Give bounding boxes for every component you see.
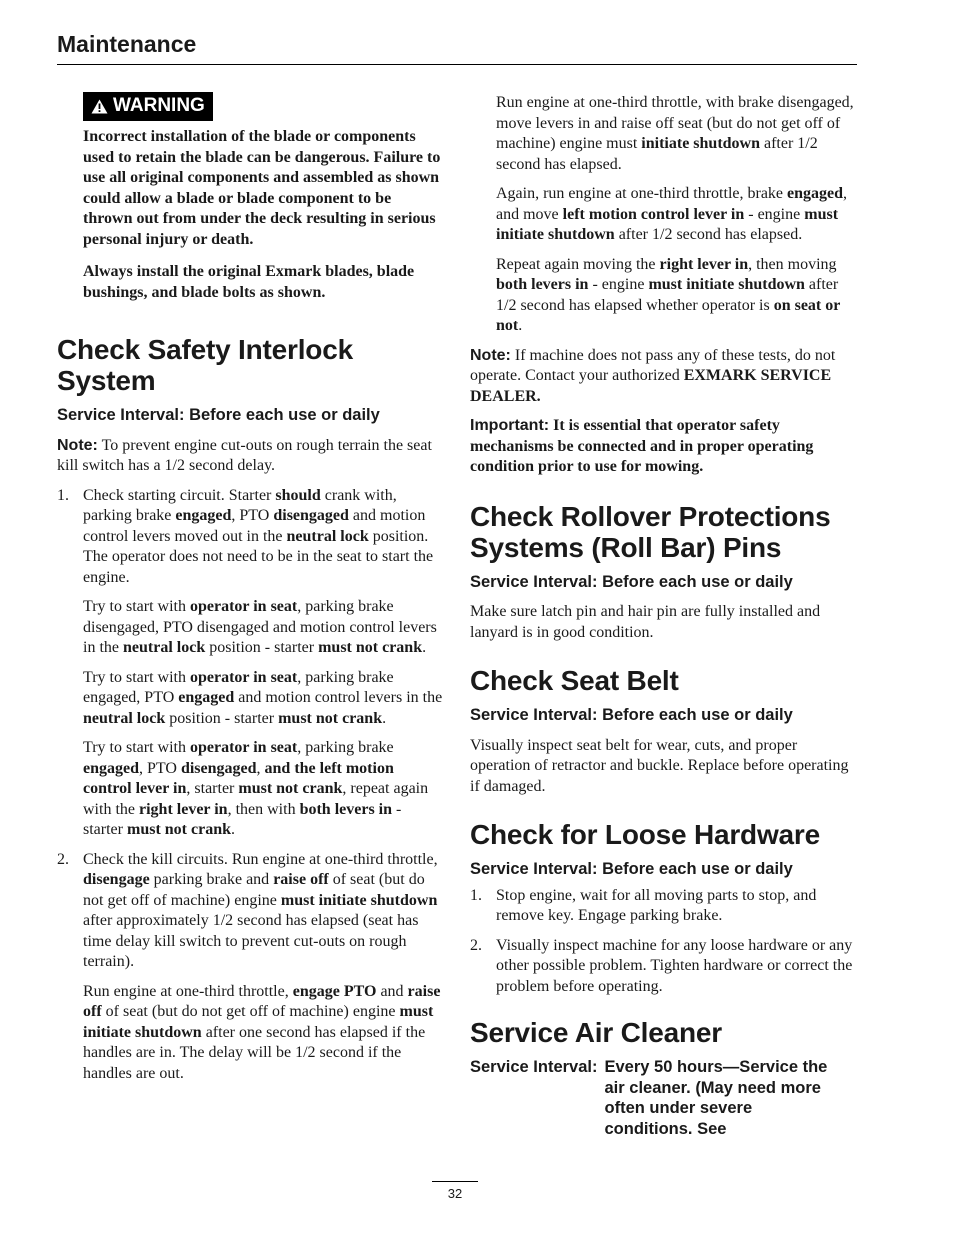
right-column <box>470 93 858 1149</box>
important-note: Important: It is essential that operator safety mechanisms be connected and in proper operating condition prior to use for mowing. <box>470 417 814 475</box>
interlock-service-interval: Service Interval: Before each use or daily <box>57 406 380 424</box>
dealer-note: Note: If machine does not pass any of these tests, do not operate. Contact your authorized EXMARK SERVICE DEALER. <box>470 346 836 405</box>
list-item: 2. Check the kill circuits. Run engine at one-third throttle, disengage parking brake and raise off of seat (but do not get off of machine) engine must initiate shutdown after approximately 1/2 second has elapsed (seat has time delay kill switch to prevent cut-outs on rough terrain). Run engine at one-third throttle, engage PTO and raise off of seat (but do not get off of machine) engine must initiate shutdown after one second has elapsed if the handles are in. The delay will be 1/2 second if the handles are out. <box>57 850 441 1082</box>
warning-box <box>83 92 444 303</box>
service-interval-text: Every 50 hours—Service the air cleaner. (May need more often under severe conditions. See <box>604 1058 828 1138</box>
list-item: 1. Stop engine, wait for all moving parts to stop, and remove key. Engage parking brake. <box>470 886 817 924</box>
rollover-text: Make sure latch pin and hair pin are fully installed and lanyard is in good condition. <box>470 603 821 641</box>
note-text: To prevent engine cut-outs on rough terrain the seat kill switch has a 1/2 second delay. <box>57 436 432 474</box>
service-interval-label: Service Interval: <box>470 1058 598 1076</box>
hardware-service-interval: Service Interval: Before each use or daily <box>470 860 793 878</box>
warning-triangle-icon <box>91 99 108 114</box>
kill-circuit-continued: Run engine at one-third throttle, with brake disengaged, move levers in and raise off seat (but do not get off of machine) engine must initiate shutdown after 1/2 second has elapsed. Again, run engine at one-third throttle, brake engaged, and move left motion control lever in - engine must initiate shutdown after 1/2 second has elapsed. Repeat again moving the right lever in, then moving both levers in - engine must initiate shutdown after 1/2 second has elapsed whether operator is on seat or not. <box>496 94 854 334</box>
page-number: 32 <box>432 1181 478 1202</box>
interlock-note <box>57 436 444 477</box>
rollover-service-interval: Service Interval: Before each use or daily <box>470 572 793 591</box>
header-rule <box>57 64 857 65</box>
interlock-heading: Check Safety Interlock System <box>57 334 353 396</box>
warning-badge <box>83 92 213 121</box>
aircleaner-service-interval <box>470 1057 858 1139</box>
hardware-heading: Check for Loose Hardware <box>470 819 820 850</box>
seatbelt-heading: Check Seat Belt <box>470 665 679 696</box>
aircleaner-heading: Service Air Cleaner <box>470 1017 722 1048</box>
warning-label: WARNING <box>113 95 205 116</box>
warning-text-blades: Always install the original Exmark blades, blade bushings, and blade bolts as shown. <box>83 263 415 301</box>
seatbelt-service-interval: Service Interval: Before each use or daily <box>470 706 793 724</box>
left-column <box>57 92 444 1093</box>
list-item: 1. Check starting circuit. Starter should crank with, parking brake engaged, PTO disengaged and motion control levers moved out in the neutral lock position. The operator does not need to be in the seat to start the engine. Try to start with operator in seat, parking brake disengaged, PTO disengaged and motion control levers in the neutral lock position - starter must not crank. Try to start with operator in seat, parking brake engaged, PTO engaged and motion control levers in the neutral lock position - starter must not crank. Try to start with operator in seat, parking brake engaged, PTO disengaged, and the left motion control lever in, starter must not crank, repeat again with the right lever in, then with both levers in - starter must not crank. <box>57 486 443 838</box>
warning-text: Incorrect installation of the blade or components used to retain the blade can be dangerous. Failure to use all original components and assembled as shown could allow a blade or blade component to be thrown out from under the deck resulting in serious personal injury or death. <box>83 128 441 248</box>
interlock-steps <box>57 486 444 1085</box>
section-header: Maintenance <box>57 31 197 57</box>
list-item: 2. Visually inspect machine for any loose hardware or any other possible problem. Tighten hardware or correct the problem before operating. <box>470 936 853 995</box>
hardware-steps <box>470 886 858 998</box>
note-label: Note: <box>57 436 98 454</box>
rollover-heading: Check Rollover Protections Systems (Roll Bar) Pins <box>470 500 831 563</box>
seatbelt-text: Visually inspect seat belt for wear, cuts, and proper operation of retractor and buckle. Replace before operating if damaged. <box>470 736 849 795</box>
